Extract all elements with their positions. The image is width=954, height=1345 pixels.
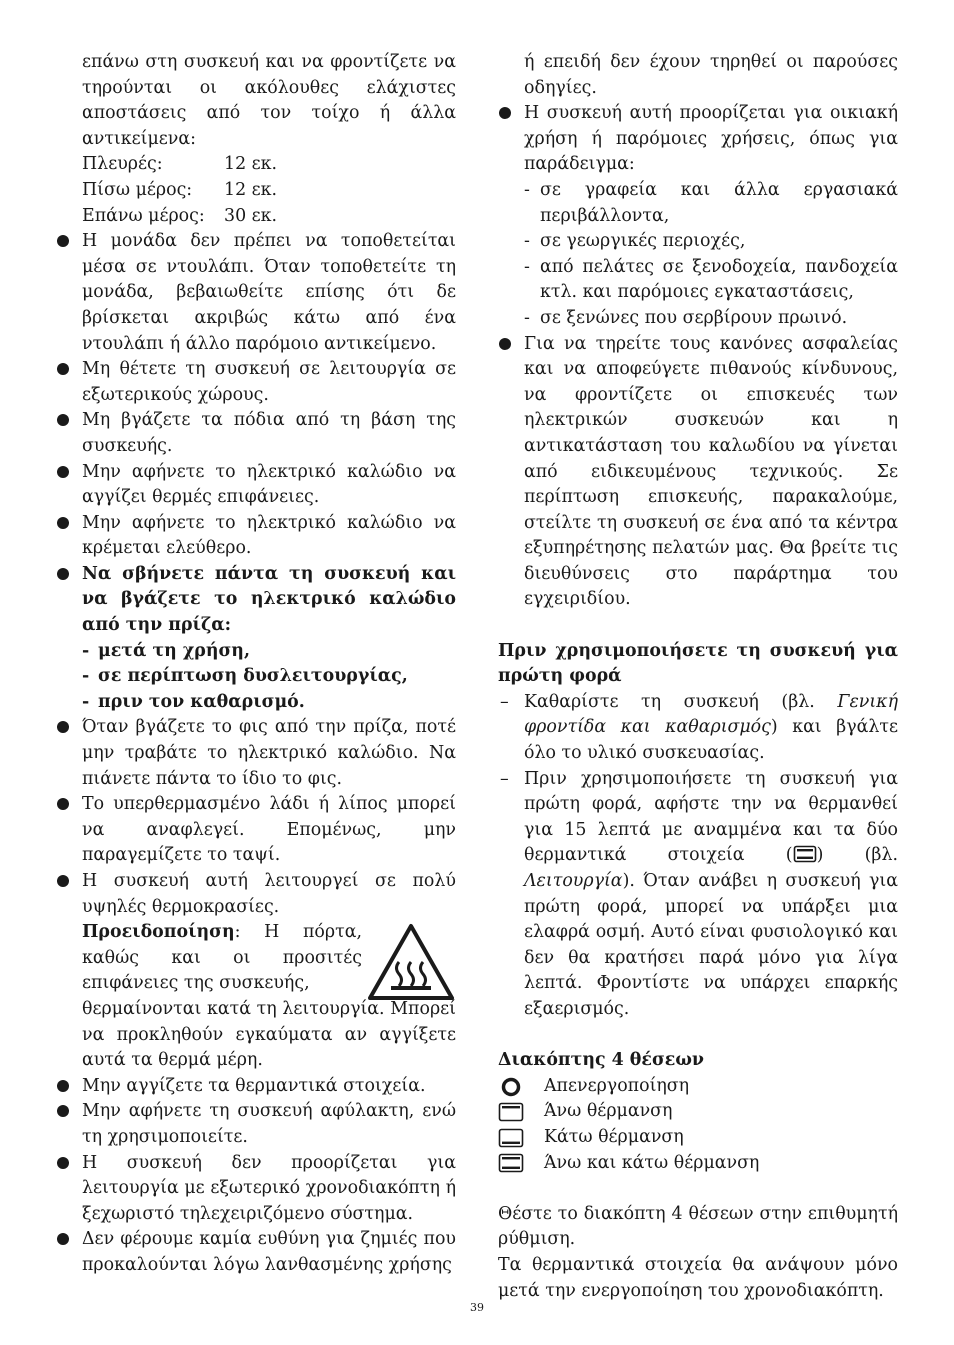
off-circle-icon [501,1077,521,1097]
bullet-icon [57,363,69,375]
bullet-icon [57,875,69,887]
distance-label: Πίσω μέρος: [82,179,193,200]
sub-item: - μετά τη χρήση, [82,640,251,661]
intro-text: επάνω στη συσκευή και να φροντίζετε να τηρούνται οι ακόλουθες ελάχιστες αποστάσεις από τον τοίχο ή άλλα αντικείμενα: [82,52,456,149]
list-item: Μην αφήνετε το ηλεκτρικό καλώδιο να κρέμεται ελεύθερο. [56,511,456,562]
warning-text-cont: θερμαίνονται κατά τη λειτουργία. Μπορεί να προκληθούν εγκαύματα αν αγγίξετε αυτά τα θερμά μέρη. [82,998,456,1071]
left-column [82,50,456,1279]
bottom-heat-icon [498,1128,524,1148]
sub-item: - σε περίπτωση δυσλειτουργίας, [82,666,408,687]
sub-item: - σε γεωργικές περιοχές, [524,231,746,252]
list-item: Μην αγγίζετε τα θερμαντικά στοιχεία. [56,1074,456,1100]
top-bottom-heat-icon [498,1153,524,1173]
distance-row [82,204,456,230]
list-item: Για να τηρείτε τους κανόνες ασφαλείας και να αποφεύγετε πιθανούς κίνδυνους, να φροντίζετε οι επισκευές των ηλεκτρικών συσκευών και η αντικατάσταση του καλωδίου να γίνεται από ειδικευμένους τεχνικούς. Σε περίπτωση επισκευής, παρακαλούμε, στείλτε τη συσκευή σε ένα από τα κέντρα εξυπηρέτησης πελατών μας. Θα βρείτε τις διευθύνσεις στο παράρτημα του εγχειριδίου. [498,332,898,614]
bullet-icon [57,1233,69,1245]
bullet-icon [57,721,69,733]
sub-item: - σε γραφεία και άλλα εργασιακά περιβάλλοντα, [524,179,898,226]
distance-value: 30 εκ. [224,205,278,226]
section-heading: Διακόπτης 4 θέσεων [498,1050,704,1071]
bullet-icon [499,107,511,119]
sub-item: - από πελάτες σε ξενοδοχεία, πανδοχεία κτλ. και παρόμοιες εγκαταστάσεις, [524,256,898,303]
hot-surface-warning-icon [366,922,456,1002]
distance-value: 12 εκ. [224,179,278,200]
list-item: Μη θέτετε τη συσκευή σε λειτουργία σε εξωτερικούς χώρους. [56,357,456,408]
bullet-icon [57,568,69,580]
page-number: 39 [470,1301,484,1314]
list-item: Η συσκευή αυτή λειτουργεί σε πολύ υψηλές θερμοκρασίες. Προειδοποίηση: Η πόρτα, καθώς και οι προσιτές επιφάνειες της συσκευής, θερμαίνονται κατά τη λειτουργία. Μπορεί να προκληθούν εγκαύματα αν αγγίξετε αυτά τα θερμά μέρη. [56,869,456,1074]
continued-text: ή επειδή δεν έχουν τηρηθεί οι παρούσες οδηγίες. [524,52,898,98]
top-bottom-heat-icon [793,845,817,863]
switch-position: Άνω θέρμανση [498,1099,898,1125]
list-item: Το υπερθερμασμένο λάδι ή λίπος μπορεί να αναφλεγεί. Επομένως, μην παραγεμίζετε το ταψί. [56,792,456,869]
bullet-icon [57,1157,69,1169]
bullet-icon [499,338,511,350]
bullet-icon [57,1105,69,1117]
top-heat-icon [498,1102,524,1122]
section-heading: Πριν χρησιμοποιήσετε τη συσκευή για πρώτη φορά [498,640,898,687]
switch-position: Απενεργοποίηση [498,1074,898,1100]
warning-block [82,920,456,1074]
bullet-icon [57,414,69,426]
paragraph: Θέστε το διακόπτη 4 θέσεων στην επιθυμητή ρύθμιση. [498,1203,898,1250]
distance-value: 12 εκ. [224,154,278,175]
switch-position: Κάτω θέρμανση [498,1125,898,1151]
sub-item: - πριν τον καθαρισμό. [82,691,305,712]
bullet-icon [57,1080,69,1092]
list-item: Μη βγάζετε τα πόδια από τη βάση της συσκευής. [56,408,456,459]
list-item: Δεν φέρουμε καμία ευθύνη για ζημιές που προκαλούνται λόγω λανθασμένης χρήσης [56,1227,456,1278]
distance-row [82,152,456,178]
distance-label: Πλευρές: [82,154,163,175]
warning-text: Προειδοποίηση: Η πόρτα, καθώς και οι προσιτές επιφάνειες της συσκευής, [82,922,362,994]
bullet-icon [57,798,69,810]
bullet-icon [57,466,69,478]
list-item: Η συσκευή αυτή προορίζεται για οικιακή χρήση ή παρόμοιες χρήσεις, όπως για παράδειγμα: - σε γραφεία και άλλα εργασιακά περιβάλλοντα, - σε γεωργικές περιοχές, - από πελάτες σε ξενοδοχεία, πανδοχεία κτλ. και παρόμοιες εγκαταστάσεις, - σε ξενώνες που σερβίρουν πρωινό. [498,101,898,331]
switch-position: Άνω και κάτω θέρμανση [498,1151,898,1177]
distance-row [82,178,456,204]
list-item: Μην αφήνετε το ηλεκτρικό καλώδιο να αγγίζει θερμές επιφάνειες. [56,460,456,511]
list-item: Η μονάδα δεν πρέπει να τοποθετείται μέσα σε ντουλάπι. Όταν τοποθετείτε τη μονάδα, βεβαιωθείτε επίσης ότι δε βρίσκεται ακριβώς κάτω από ένα ντουλάπι ή άλλο παρόμοιο αντικείμενο. [56,229,456,357]
list-item: Η συσκευή δεν προορίζεται για λειτουργία με εξωτερικό χρονοδιακόπτη ή ξεχωριστό τηλεχειριζόμενο σύστημα. [56,1151,456,1228]
list-item: Μην αφήνετε τη συσκευή αφύλακτη, ενώ τη χρησιμοποιείτε. [56,1099,456,1150]
list-item: Να σβήνετε πάντα τη συσκευή και να βγάζετε το ηλεκτρικό καλώδιο από την πρίζα: - μετά τη χρήση, - σε περίπτωση δυσλειτουργίας, - πριν τον καθαρισμό. [56,562,456,716]
right-column [498,50,898,1304]
dash-item: – Πριν χρησιμοποιήσετε τη συσκευή για πρώτη φορά, αφήστε την να θερμανθεί για 15 λεπτά με αναμμένα και τα δύο θερμαντικά στοιχεία ( ) (βλ. Λειτουργία). Όταν ανάβει η συσκευή για πρώτη φορά, μπορεί να υπάρξει μια ελαφρά οσμή. Αυτό είναι φυσιολογικό και δεν θα κρατήσει παρά μόνο για λίγα λεπτά. Φροντίστε να υπάρχει επαρκής εξαερισμός. [500,768,899,1019]
distance-label: Επάνω μέρος: [82,205,205,226]
list-item: Όταν βγάζετε το φις από την πρίζα, ποτέ μην τραβάτε το ηλεκτρικό καλώδιο. Να πιάνετε πάντα το ίδιο το φις. [56,715,456,792]
bullet-icon [57,517,69,529]
bullet-icon [57,235,69,247]
sub-item: - σε ξενώνες που σερβίρουν πρωινό. [524,307,848,328]
dash-item: – Καθαρίστε τη συσκευή (βλ. Γενική φροντίδα και καθαρισμός) και βγάλτε όλο το υλικό συσκευασίας. [500,691,898,764]
paragraph: Τα θερμαντικά στοιχεία θα ανάψουν μόνο μετά την ενεργοποίηση του χρονοδιακόπτη. [498,1254,898,1301]
